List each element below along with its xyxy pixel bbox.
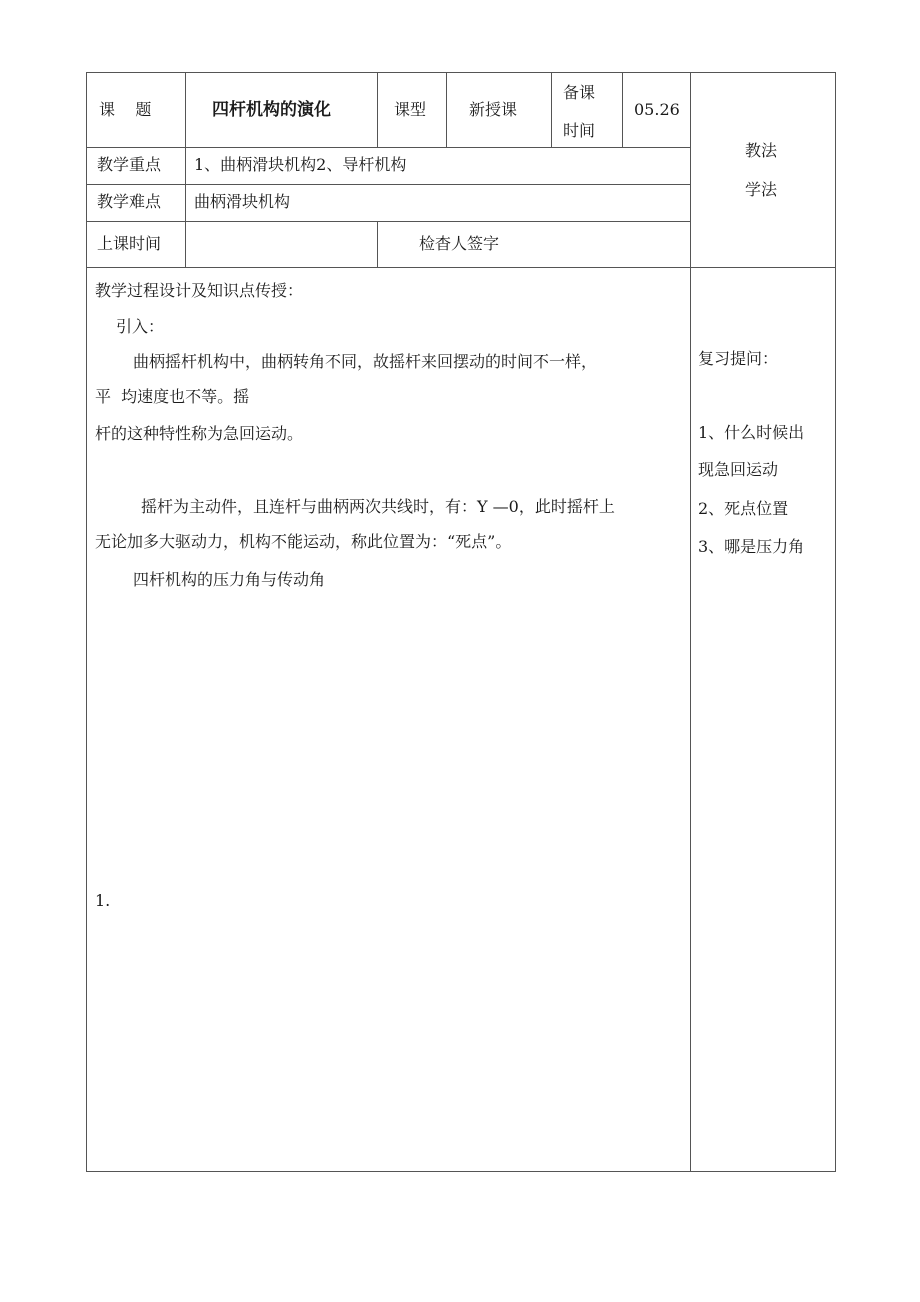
topic-label: 课 题 [99,100,152,119]
review-question-3: 3、哪是压力角 [698,537,805,556]
prep-time-label-line1: 备课 [563,83,596,102]
learning-method-label: 学法 [745,180,778,199]
paragraph-1-line-1: 曲柄摇杆机构中，曲柄转角不同，故摇杆来回摆动的时间不一样， [133,352,598,371]
focus-value: 1、曲柄滑块机构2、导杆机构 [194,155,407,174]
checker-signature-label: 检杳人签字 [419,234,500,253]
class-time-label: 上课时间 [97,234,162,253]
list-item-number: 1. [95,891,111,910]
review-question-1-line-1: 1、什么时候出 [698,423,805,442]
focus-label: 教学重点 [97,155,162,174]
difficulty-label: 教学难点 [97,192,162,211]
review-question-1-line-2: 现急回运动 [698,460,779,479]
review-question-2: 2、死点位置 [698,499,789,518]
intro-heading: 引入： [116,317,165,336]
paragraph-2-line-2: 无论加多大驱动力，机构不能运动，称此位置为：“死点”。 [95,532,512,551]
lesson-type-value: 新授课 [469,100,518,119]
prep-time-value: 05.26 [634,100,680,119]
content-title: 教学过程设计及知识点传授： [95,281,304,300]
paragraph-1-line-3: 杆的这种特性称为急回运动。 [95,424,304,443]
paragraph-1-line-2: 平 均速度也不等。摇 [95,387,250,406]
prep-time-label-line2: 时间 [563,121,596,140]
paragraph-3: 四杆机构的压力角与传动角 [133,570,326,589]
teaching-method-label: 教法 [745,141,778,160]
lesson-type-label: 课型 [394,100,427,119]
paragraph-2-line-1: 摇杆为主动件，且连杆与曲柄两次共线时，有：Y —0，此时摇杆上 [141,497,615,516]
difficulty-value: 曲柄滑块机构 [194,192,291,211]
lesson-title: 四杆机构的演化 [212,100,331,120]
review-heading: 复习提问： [698,349,779,368]
